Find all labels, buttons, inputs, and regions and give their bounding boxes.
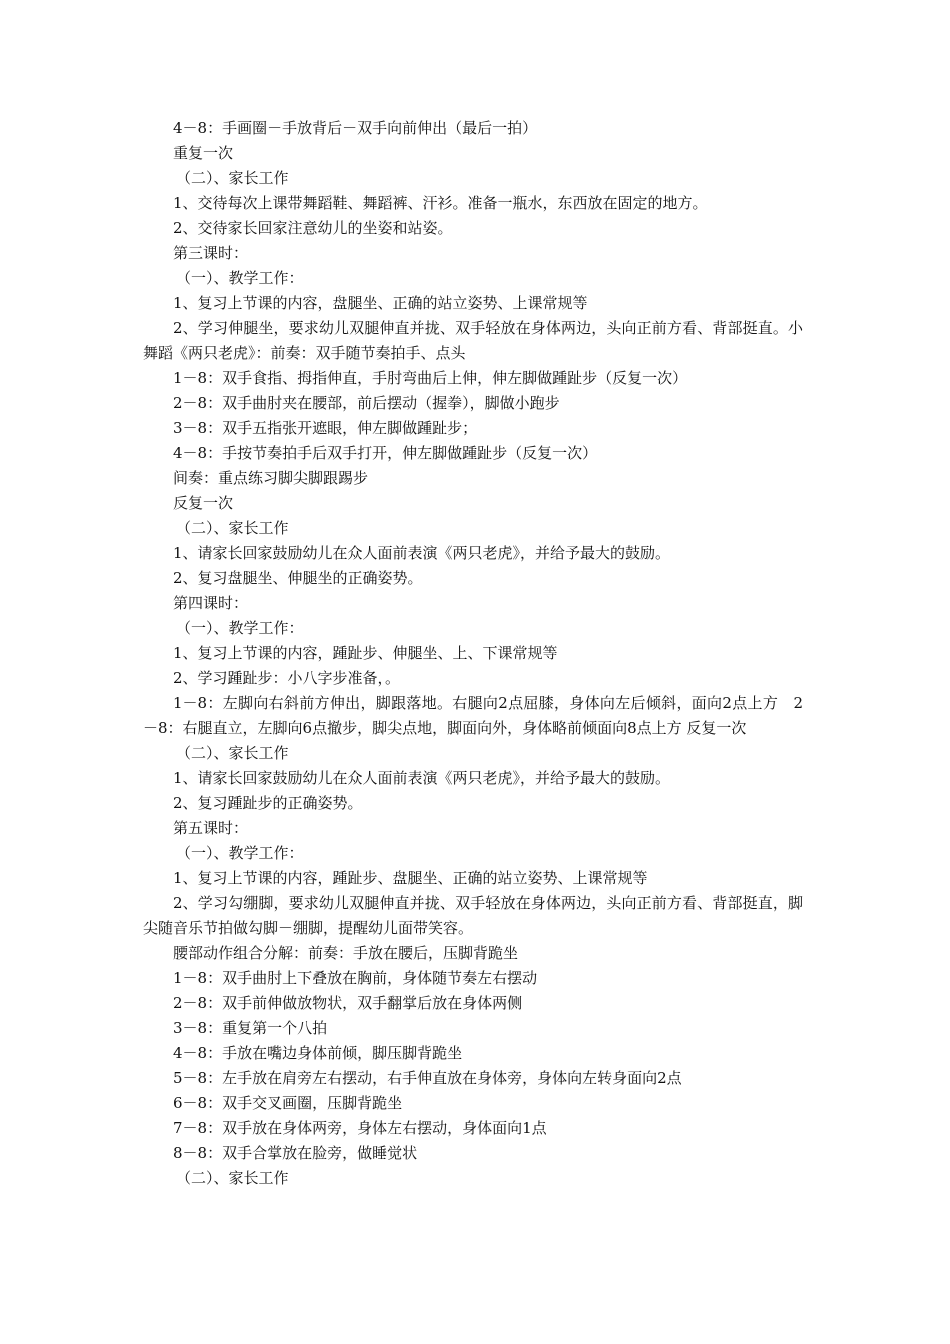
lesson-heading: 第五课时： — [173, 819, 249, 837]
document-body — [143, 116, 803, 1191]
paragraph: 2、复习踵趾步的正确姿势。 — [173, 794, 363, 812]
section-heading: （二）、家长工作 — [176, 169, 289, 187]
paragraph: 1－8：左脚向右斜前方伸出，脚跟落地。右腿向2点屈膝，身体向左后倾斜，面向2点上方 2－8：右腿直立，左脚向6点撤步，脚尖点地，脚面向外，身体略前倾面向8点上方 反复一次 — [143, 694, 803, 737]
section-heading: （二）、家长工作 — [176, 1169, 289, 1187]
paragraph: 7－8：双手放在身体两旁，身体左右摆动，身体面向1点 — [173, 1119, 547, 1137]
paragraph: 间奏：重点练习脚尖脚跟踢步 — [173, 469, 369, 487]
paragraph: 8－8：双手合掌放在脸旁，做睡觉状 — [173, 1144, 418, 1162]
paragraph: 1－8：双手曲肘上下叠放在胸前，身体随节奏左右摆动 — [173, 969, 538, 987]
paragraph: 1－8：双手食指、拇指伸直，手肘弯曲后上伸，伸左脚做踵趾步（反复一次） — [173, 369, 688, 387]
paragraph: 1、复习上节课的内容，踵趾步、伸腿坐、上、下课常规等 — [173, 644, 558, 662]
paragraph: 3－8：重复第一个八拍 — [173, 1019, 328, 1037]
paragraph: 2－8：双手前伸做放物状，双手翻掌后放在身体两侧 — [173, 994, 523, 1012]
paragraph: 4－8：手放在嘴边身体前倾，脚压脚背跪坐 — [173, 1044, 463, 1062]
lesson-heading: 第四课时： — [173, 594, 249, 612]
paragraph: 6－8：双手交叉画圈，压脚背跪坐 — [173, 1094, 403, 1112]
section-heading: （一）、教学工作： — [176, 269, 304, 287]
section-heading: （二）、家长工作 — [176, 519, 289, 537]
paragraph: 4－8：手按节奏拍手后双手打开，伸左脚做踵趾步（反复一次） — [173, 444, 598, 462]
section-heading: （一）、教学工作： — [176, 619, 304, 637]
paragraph: 1、复习上节课的内容，踵趾步、盘腿坐、正确的站立姿势、上课常规等 — [173, 869, 648, 887]
paragraph: 2、学习踵趾步：小八字步准备，。 — [173, 669, 401, 687]
paragraph: 2、复习盘腿坐、伸腿坐的正确姿势。 — [173, 569, 423, 587]
paragraph: 2、学习勾绷脚，要求幼儿双腿伸直并拢、双手轻放在身体两边，头向正前方看、背部挺直，脚尖随音乐节拍做勾脚－绷脚，提醒幼儿面带笑容。 — [143, 894, 803, 937]
paragraph: 重复一次 — [173, 144, 234, 162]
paragraph: 2－8：双手曲肘夹在腰部，前后摆动（握拳），脚做小跑步 — [173, 394, 560, 412]
paragraph: 4－8：手画圈－手放背后－双手向前伸出（最后一拍） — [173, 119, 538, 137]
paragraph: 1、复习上节课的内容，盘腿坐、正确的站立姿势、上课常规等 — [173, 294, 588, 312]
section-heading: （一）、教学工作： — [176, 844, 304, 862]
paragraph: 1、交待每次上课带舞蹈鞋、舞蹈裤、汗衫。准备一瓶水，东西放在固定的地方。 — [173, 194, 708, 212]
paragraph: 1、请家长回家鼓励幼儿在众人面前表演《两只老虎》，并给予最大的鼓励。 — [173, 544, 671, 562]
lesson-heading: 第三课时： — [173, 244, 249, 262]
paragraph: 5－8：左手放在肩旁左右摆动，右手伸直放在身体旁，身体向左转身面向2点 — [173, 1069, 682, 1087]
section-heading: （二）、家长工作 — [176, 744, 289, 762]
paragraph: 2、交待家长回家注意幼儿的坐姿和站姿。 — [173, 219, 453, 237]
paragraph: 2、学习伸腿坐，要求幼儿双腿伸直并拢、双手轻放在身体两边，头向正前方看、背部挺直。小舞蹈《两只老虎》：前奏：双手随节奏拍手、点头 — [143, 319, 803, 362]
paragraph: 3－8：双手五指张开遮眼，伸左脚做踵趾步； — [173, 419, 478, 437]
paragraph: 腰部动作组合分解：前奏：手放在腰后，压脚背跪坐 — [173, 944, 519, 962]
paragraph: 1、请家长回家鼓励幼儿在众人面前表演《两只老虎》，并给予最大的鼓励。 — [173, 769, 671, 787]
paragraph: 反复一次 — [173, 494, 234, 512]
